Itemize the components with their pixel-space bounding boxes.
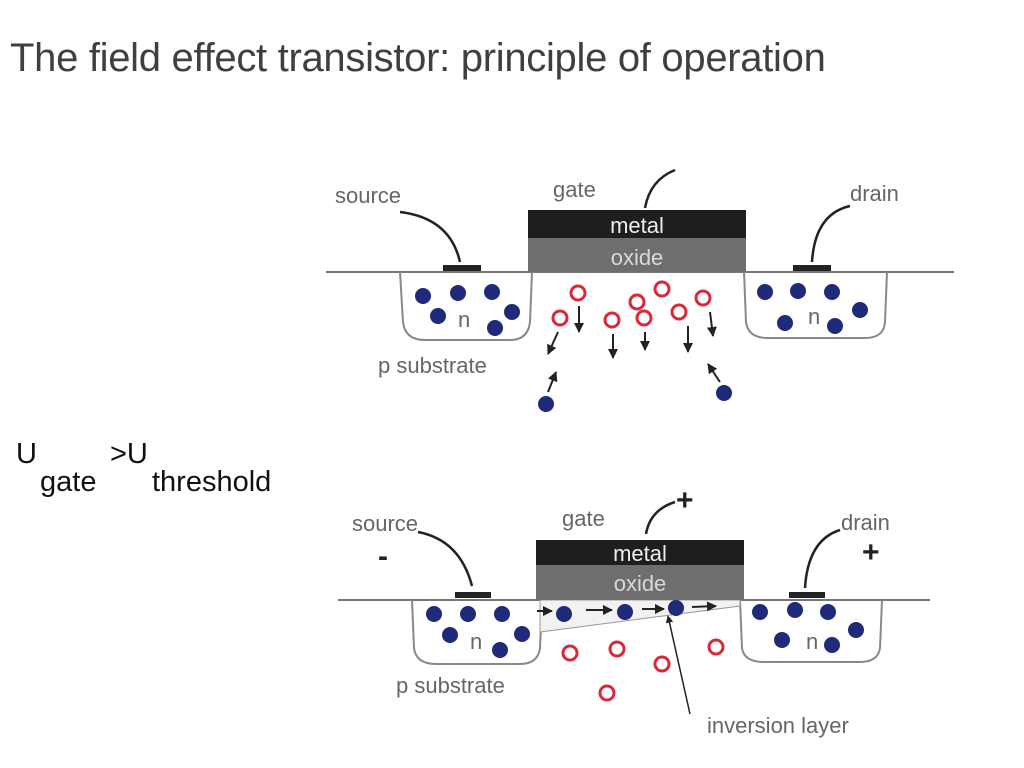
drain-lead-bottom — [805, 530, 840, 588]
drain-plus-sign: + — [862, 536, 880, 569]
top-holes — [553, 282, 710, 327]
source-label: source — [335, 183, 402, 208]
page-title: The field effect transistor: principle of operation — [10, 36, 826, 80]
source-minus-sign: - — [378, 540, 388, 573]
drain-contact-bottom — [789, 592, 825, 598]
substrate-label-bottom: p substrate — [396, 673, 505, 698]
condition-operator: >U — [110, 438, 148, 470]
bottom-holes — [563, 640, 723, 700]
gate-label-bottom: gate — [562, 506, 605, 531]
drain-contact — [793, 265, 831, 271]
metal-label: metal — [610, 213, 664, 238]
top-electrons — [415, 283, 868, 412]
substrate-label: p substrate — [378, 353, 487, 378]
gate-lead — [645, 170, 675, 208]
n-right-label-bottom: n — [806, 629, 819, 654]
drain-lead — [812, 206, 850, 262]
n-left-label: n — [458, 307, 471, 332]
source-lead — [400, 212, 460, 262]
source-contact — [443, 265, 481, 271]
bottom-diagram — [338, 484, 930, 738]
source-label-bottom: source — [352, 511, 419, 536]
condition-threshold-subscript: threshold — [152, 466, 272, 498]
inversion-pointer — [668, 616, 690, 714]
gate-label: gate — [553, 177, 596, 202]
gate-lead-bottom — [646, 502, 675, 534]
n-left-label-bottom: n — [470, 629, 483, 654]
top-diagram — [326, 170, 954, 412]
oxide-label-bottom: oxide — [613, 571, 667, 596]
top-arrows — [548, 306, 720, 392]
drain-label: drain — [850, 181, 899, 206]
source-lead-bottom — [418, 532, 472, 586]
n-right-label: n — [808, 304, 821, 329]
gate-plus-sign: + — [676, 484, 694, 517]
drain-label-bottom: drain — [841, 510, 890, 535]
condition-gate-subscript: gate — [40, 466, 97, 498]
oxide-label: oxide — [610, 245, 664, 270]
condition-u: U — [16, 438, 37, 470]
metal-label-bottom: metal — [613, 541, 667, 566]
inversion-label: inversion layer — [707, 713, 849, 738]
source-contact-bottom — [455, 592, 491, 598]
